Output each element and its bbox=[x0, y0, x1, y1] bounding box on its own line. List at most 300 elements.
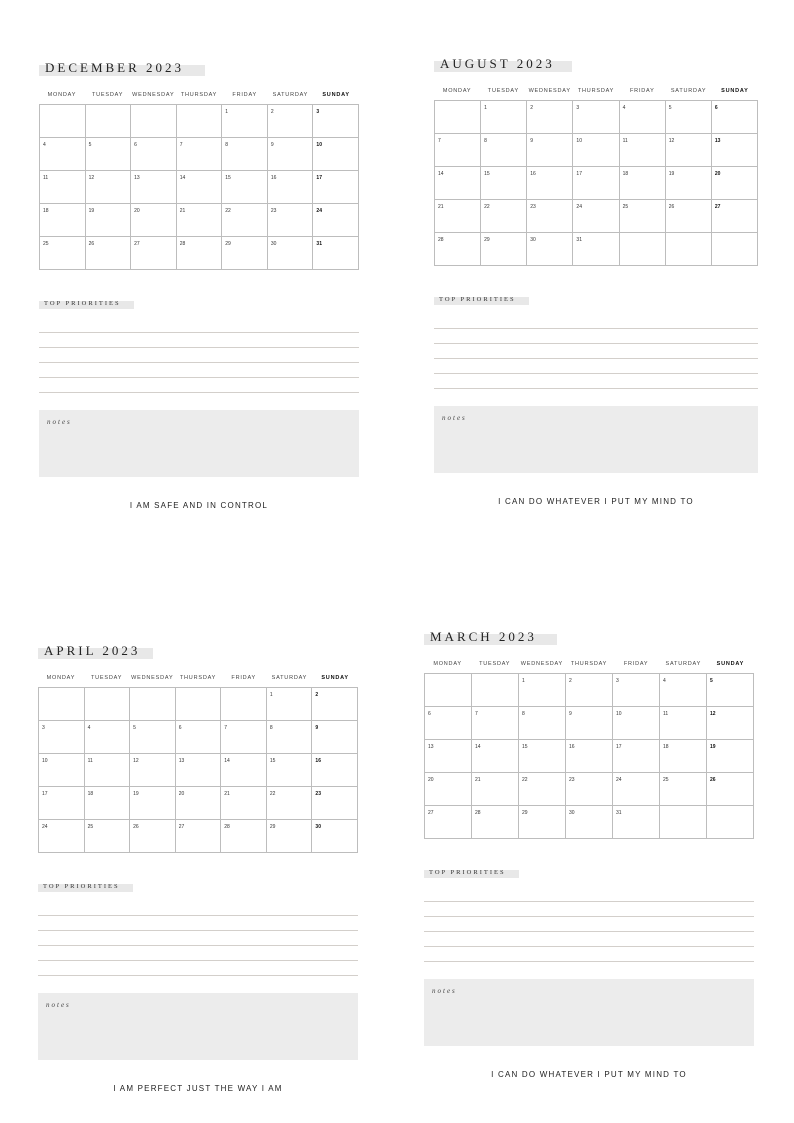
calendar-day-cell[interactable] bbox=[85, 688, 131, 721]
calendar-day-cell[interactable] bbox=[425, 806, 472, 839]
calendar-day-cell[interactable] bbox=[472, 740, 519, 773]
calendar-day-cell[interactable] bbox=[86, 171, 132, 204]
calendar-day-cell[interactable] bbox=[712, 233, 758, 266]
priorities-label: TOP PRIORITIES bbox=[439, 296, 516, 303]
month-panel bbox=[424, 629, 754, 1079]
priority-line[interactable] bbox=[424, 902, 754, 917]
affirmation-text: I CAN DO WHATEVER I PUT MY MIND TO bbox=[491, 1070, 687, 1079]
day-number: 8 bbox=[522, 711, 525, 717]
calendar-day-cell[interactable] bbox=[40, 204, 86, 237]
day-number: 14 bbox=[475, 744, 481, 750]
calendar-day-cell[interactable] bbox=[660, 740, 707, 773]
calendar-day-cell[interactable] bbox=[472, 707, 519, 740]
calendar-day-cell[interactable] bbox=[519, 773, 566, 806]
calendar-day-cell[interactable] bbox=[707, 707, 754, 740]
day-number: 5 bbox=[133, 725, 136, 731]
day-number: 4 bbox=[43, 142, 46, 148]
calendar-day-cell[interactable] bbox=[221, 754, 267, 787]
calendar-day-cell[interactable] bbox=[660, 707, 707, 740]
calendar-day-cell[interactable] bbox=[312, 787, 358, 820]
priority-line[interactable] bbox=[434, 344, 758, 359]
calendar-day-cell[interactable] bbox=[527, 233, 573, 266]
calendar-day-cell[interactable] bbox=[573, 101, 619, 134]
month-title: MARCH 2023 bbox=[430, 629, 537, 644]
notes-label: notes bbox=[432, 987, 457, 995]
calendar-day-cell[interactable] bbox=[40, 138, 86, 171]
day-number: 17 bbox=[576, 171, 582, 177]
day-number: 25 bbox=[43, 241, 49, 247]
day-number: 9 bbox=[569, 711, 572, 717]
weekday-label: FRIDAY bbox=[623, 661, 649, 667]
day-number: 3 bbox=[316, 109, 320, 115]
day-number: 25 bbox=[663, 777, 669, 783]
calendar-day-cell[interactable] bbox=[573, 134, 619, 167]
notes-box[interactable] bbox=[39, 410, 359, 477]
calendar-day-cell[interactable] bbox=[176, 787, 222, 820]
weekday-label: WEDNESDAY bbox=[132, 92, 175, 98]
weekday-label: SATURDAY bbox=[665, 661, 702, 667]
priority-line[interactable] bbox=[38, 931, 358, 946]
calendar-day-cell[interactable] bbox=[268, 138, 314, 171]
priority-line[interactable] bbox=[39, 378, 359, 393]
calendar-day-cell[interactable] bbox=[666, 167, 712, 200]
month-title-wrap bbox=[38, 643, 358, 659]
weekday-label: SATURDAY bbox=[272, 92, 309, 98]
calendar-day-cell[interactable] bbox=[566, 806, 613, 839]
calendar-day-cell[interactable] bbox=[267, 754, 313, 787]
calendar-day-cell[interactable] bbox=[86, 204, 132, 237]
day-number: 28 bbox=[438, 237, 444, 243]
priority-line[interactable] bbox=[424, 932, 754, 947]
day-number: 2 bbox=[315, 692, 319, 698]
calendar-day-cell[interactable] bbox=[707, 806, 754, 839]
calendar-day-cell[interactable] bbox=[268, 105, 314, 138]
month-title-wrap bbox=[424, 629, 754, 645]
day-number: 26 bbox=[710, 777, 716, 783]
month-panel bbox=[39, 60, 359, 510]
priority-lines bbox=[39, 318, 359, 393]
day-number: 10 bbox=[576, 138, 582, 144]
day-number: 27 bbox=[134, 241, 140, 247]
day-number: 12 bbox=[133, 758, 139, 764]
calendar-day-cell[interactable] bbox=[620, 134, 666, 167]
day-number: 25 bbox=[622, 204, 629, 210]
calendar-day-cell[interactable] bbox=[39, 820, 85, 853]
calendar-day-cell[interactable] bbox=[666, 233, 712, 266]
calendar-day-cell[interactable] bbox=[312, 688, 358, 721]
notes-box[interactable] bbox=[424, 979, 754, 1046]
calendar-day-cell[interactable] bbox=[39, 787, 85, 820]
calendar-day-cell[interactable] bbox=[707, 740, 754, 773]
priorities-header bbox=[424, 867, 754, 879]
day-number: 28 bbox=[179, 241, 186, 247]
day-number: 16 bbox=[569, 744, 575, 750]
day-number: 9 bbox=[270, 142, 274, 148]
day-number: 22 bbox=[522, 777, 528, 783]
calendar-day-cell[interactable] bbox=[527, 101, 573, 134]
calendar-day-cell[interactable] bbox=[85, 787, 131, 820]
day-number: 8 bbox=[225, 142, 229, 148]
day-number: 2 bbox=[270, 109, 274, 115]
day-number: 14 bbox=[179, 175, 186, 181]
day-number: 20 bbox=[714, 171, 721, 177]
priority-line[interactable] bbox=[38, 916, 358, 931]
calendar-day-cell[interactable] bbox=[435, 200, 481, 233]
calendar-day-cell[interactable] bbox=[527, 200, 573, 233]
calendar-day-cell[interactable] bbox=[221, 787, 267, 820]
calendar-day-cell[interactable] bbox=[222, 204, 268, 237]
weekday-label: WEDNESDAY bbox=[528, 88, 571, 94]
day-number: 13 bbox=[134, 175, 140, 181]
priority-line[interactable] bbox=[38, 961, 358, 976]
calendar-grid bbox=[39, 104, 359, 270]
calendar-day-cell[interactable] bbox=[613, 707, 660, 740]
weekday-label: TUESDAY bbox=[92, 92, 124, 98]
priority-line[interactable] bbox=[424, 947, 754, 962]
day-number: 18 bbox=[622, 171, 629, 177]
day-number: 23 bbox=[569, 777, 575, 783]
calendar-day-cell[interactable] bbox=[130, 820, 176, 853]
calendar-day-cell[interactable] bbox=[527, 167, 573, 200]
calendar-day-cell[interactable] bbox=[566, 773, 613, 806]
day-number: 6 bbox=[714, 105, 718, 111]
calendar-day-cell[interactable] bbox=[176, 721, 222, 754]
calendar-day-cell[interactable] bbox=[435, 134, 481, 167]
calendar-day-cell[interactable] bbox=[267, 688, 313, 721]
calendar-day-cell[interactable] bbox=[176, 754, 222, 787]
calendar-day-cell[interactable] bbox=[85, 820, 131, 853]
day-number: 30 bbox=[270, 241, 277, 247]
day-number: 30 bbox=[569, 810, 575, 816]
day-number: 20 bbox=[178, 791, 185, 797]
calendar-day-cell[interactable] bbox=[613, 674, 660, 707]
day-number: 22 bbox=[225, 208, 231, 214]
day-number: 20 bbox=[428, 777, 434, 783]
priority-line[interactable] bbox=[434, 374, 758, 389]
weekday-label: TUESDAY bbox=[487, 88, 519, 94]
weekday-header-row bbox=[434, 88, 758, 100]
day-number: 11 bbox=[87, 758, 93, 764]
calendar-day-cell[interactable] bbox=[312, 820, 358, 853]
calendar-day-cell[interactable] bbox=[613, 806, 660, 839]
calendar-day-cell[interactable] bbox=[712, 134, 758, 167]
day-number: 24 bbox=[316, 208, 322, 214]
day-number: 14 bbox=[438, 171, 444, 177]
calendar-day-cell[interactable] bbox=[472, 806, 519, 839]
priority-line[interactable] bbox=[434, 314, 758, 329]
calendar-day-cell[interactable] bbox=[86, 138, 132, 171]
day-number: 29 bbox=[269, 824, 276, 830]
priorities-header bbox=[39, 298, 359, 310]
calendar-day-cell[interactable] bbox=[620, 233, 666, 266]
priority-line[interactable] bbox=[434, 329, 758, 344]
weekday-header-row bbox=[39, 92, 359, 104]
calendar-day-cell[interactable] bbox=[177, 204, 223, 237]
calendar-day-cell[interactable] bbox=[519, 740, 566, 773]
weekday-label: MONDAY bbox=[433, 661, 462, 667]
day-number: 23 bbox=[315, 791, 321, 797]
day-number: 7 bbox=[438, 138, 441, 144]
calendar-day-cell[interactable] bbox=[313, 237, 359, 270]
calendar-day-cell[interactable] bbox=[130, 688, 176, 721]
day-number: 15 bbox=[484, 171, 490, 177]
priorities-header bbox=[434, 294, 758, 306]
calendar-day-cell[interactable] bbox=[425, 674, 472, 707]
priority-line[interactable] bbox=[424, 887, 754, 902]
day-number: 5 bbox=[710, 678, 713, 684]
calendar-day-cell[interactable] bbox=[425, 740, 472, 773]
weekday-label: TUESDAY bbox=[479, 661, 511, 667]
day-number: 31 bbox=[576, 237, 582, 243]
calendar-day-cell[interactable] bbox=[222, 237, 268, 270]
calendar-day-cell[interactable] bbox=[573, 233, 619, 266]
day-number: 2 bbox=[569, 678, 572, 684]
priorities-label: TOP PRIORITIES bbox=[44, 300, 121, 307]
priority-line[interactable] bbox=[39, 348, 359, 363]
day-number: 30 bbox=[315, 824, 321, 830]
calendar-day-cell[interactable] bbox=[620, 167, 666, 200]
calendar-day-cell[interactable] bbox=[666, 200, 712, 233]
month-title: APRIL 2023 bbox=[44, 643, 141, 658]
calendar-day-cell[interactable] bbox=[519, 674, 566, 707]
calendar-day-cell[interactable] bbox=[40, 237, 86, 270]
day-number: 23 bbox=[530, 204, 536, 210]
day-number: 11 bbox=[43, 175, 49, 181]
notes-box[interactable] bbox=[38, 993, 358, 1060]
calendar-day-cell[interactable] bbox=[131, 237, 177, 270]
calendar-day-cell[interactable] bbox=[425, 773, 472, 806]
calendar-day-cell[interactable] bbox=[267, 787, 313, 820]
day-number: 29 bbox=[484, 237, 490, 243]
day-number: 24 bbox=[42, 824, 48, 830]
calendar-day-cell[interactable] bbox=[221, 820, 267, 853]
calendar-day-cell[interactable] bbox=[707, 773, 754, 806]
day-number: 1 bbox=[522, 678, 525, 684]
calendar-day-cell[interactable] bbox=[130, 754, 176, 787]
day-number: 8 bbox=[269, 725, 273, 731]
day-number: 18 bbox=[87, 791, 94, 797]
day-number: 19 bbox=[88, 208, 95, 214]
calendar-day-cell[interactable] bbox=[313, 171, 359, 204]
weekday-label: THURSDAY bbox=[577, 88, 615, 94]
calendar-day-cell[interactable] bbox=[613, 740, 660, 773]
notes-label: notes bbox=[46, 1001, 71, 1009]
calendar-day-cell[interactable] bbox=[176, 820, 222, 853]
day-number: 28 bbox=[224, 824, 230, 830]
day-number: 24 bbox=[616, 777, 622, 783]
calendar-day-cell[interactable] bbox=[39, 688, 85, 721]
calendar-day-cell[interactable] bbox=[313, 204, 359, 237]
calendar-day-cell[interactable] bbox=[312, 754, 358, 787]
day-number: 8 bbox=[484, 138, 487, 144]
calendar-day-cell[interactable] bbox=[666, 101, 712, 134]
calendar-day-cell[interactable] bbox=[425, 707, 472, 740]
weekday-label: FRIDAY bbox=[232, 92, 257, 98]
calendar-grid bbox=[424, 673, 754, 839]
weekday-label: SUNDAY bbox=[716, 661, 745, 667]
calendar-day-cell[interactable] bbox=[222, 171, 268, 204]
calendar-day-cell[interactable] bbox=[85, 721, 131, 754]
calendar-day-cell[interactable] bbox=[131, 204, 177, 237]
calendar-day-cell[interactable] bbox=[313, 105, 359, 138]
calendar-day-cell[interactable] bbox=[481, 167, 527, 200]
calendar-day-cell[interactable] bbox=[176, 688, 222, 721]
notes-label: notes bbox=[47, 418, 72, 426]
priorities-label: TOP PRIORITIES bbox=[429, 869, 506, 876]
calendar-day-cell[interactable] bbox=[130, 787, 176, 820]
day-number: 9 bbox=[315, 725, 319, 731]
calendar-day-cell[interactable] bbox=[620, 200, 666, 233]
day-number: 27 bbox=[178, 824, 185, 830]
day-number: 17 bbox=[42, 791, 48, 797]
day-number: 14 bbox=[224, 758, 230, 764]
calendar-day-cell[interactable] bbox=[481, 101, 527, 134]
day-number: 27 bbox=[428, 810, 434, 816]
priority-lines bbox=[424, 887, 754, 962]
day-number: 26 bbox=[668, 204, 675, 210]
calendar-day-cell[interactable] bbox=[481, 134, 527, 167]
calendar-day-cell[interactable] bbox=[660, 773, 707, 806]
calendar-day-cell[interactable] bbox=[435, 101, 481, 134]
day-number: 4 bbox=[622, 105, 626, 111]
calendar-day-cell[interactable] bbox=[131, 105, 177, 138]
calendar-day-cell[interactable] bbox=[313, 138, 359, 171]
priority-line[interactable] bbox=[38, 946, 358, 961]
day-number: 31 bbox=[616, 810, 622, 816]
calendar-day-cell[interactable] bbox=[660, 806, 707, 839]
weekday-label: SATURDAY bbox=[670, 88, 707, 94]
priority-line[interactable] bbox=[39, 363, 359, 378]
day-number: 4 bbox=[87, 725, 91, 731]
calendar-day-cell[interactable] bbox=[268, 171, 314, 204]
day-number: 22 bbox=[269, 791, 276, 797]
day-number: 16 bbox=[530, 171, 536, 177]
day-number: 24 bbox=[576, 204, 582, 210]
calendar-day-cell[interactable] bbox=[519, 806, 566, 839]
day-number: 23 bbox=[270, 208, 277, 214]
calendar-day-cell[interactable] bbox=[712, 200, 758, 233]
weekday-label: THURSDAY bbox=[570, 661, 608, 667]
calendar-day-cell[interactable] bbox=[222, 138, 268, 171]
weekday-label: SATURDAY bbox=[271, 675, 308, 681]
day-number: 26 bbox=[88, 241, 95, 247]
priority-line[interactable] bbox=[38, 901, 358, 916]
calendar-day-cell[interactable] bbox=[527, 134, 573, 167]
calendar-day-cell[interactable] bbox=[519, 707, 566, 740]
calendar-day-cell[interactable] bbox=[86, 237, 132, 270]
priorities-label: TOP PRIORITIES bbox=[43, 883, 120, 890]
day-number: 19 bbox=[710, 744, 716, 750]
day-number: 12 bbox=[710, 711, 716, 717]
day-number: 10 bbox=[316, 142, 322, 148]
calendar-day-cell[interactable] bbox=[660, 674, 707, 707]
calendar-day-cell[interactable] bbox=[573, 167, 619, 200]
weekday-label: SUNDAY bbox=[321, 675, 349, 681]
weekday-label: FRIDAY bbox=[231, 675, 256, 681]
day-number: 18 bbox=[43, 208, 49, 214]
calendar-day-cell[interactable] bbox=[267, 820, 313, 853]
calendar-day-cell[interactable] bbox=[177, 105, 223, 138]
calendar-day-cell[interactable] bbox=[566, 740, 613, 773]
calendar-day-cell[interactable] bbox=[268, 204, 314, 237]
priority-line[interactable] bbox=[434, 359, 758, 374]
calendar-day-cell[interactable] bbox=[435, 167, 481, 200]
calendar-day-cell[interactable] bbox=[707, 674, 754, 707]
day-number: 15 bbox=[269, 758, 276, 764]
calendar-day-cell[interactable] bbox=[573, 200, 619, 233]
calendar-day-cell[interactable] bbox=[712, 101, 758, 134]
calendar-day-cell[interactable] bbox=[40, 171, 86, 204]
calendar-day-cell[interactable] bbox=[222, 105, 268, 138]
calendar-day-cell[interactable] bbox=[472, 773, 519, 806]
month-panel bbox=[38, 643, 358, 1093]
day-number: 5 bbox=[668, 105, 672, 111]
calendar-day-cell[interactable] bbox=[312, 721, 358, 754]
calendar-day-cell[interactable] bbox=[566, 707, 613, 740]
calendar-day-cell[interactable] bbox=[620, 101, 666, 134]
calendar-day-cell[interactable] bbox=[39, 721, 85, 754]
calendar-day-cell[interactable] bbox=[435, 233, 481, 266]
weekday-label: THURSDAY bbox=[179, 675, 217, 681]
day-number: 21 bbox=[179, 208, 186, 214]
day-number: 6 bbox=[134, 142, 137, 148]
day-number: 16 bbox=[270, 175, 277, 181]
calendar-day-cell[interactable] bbox=[130, 721, 176, 754]
day-number: 7 bbox=[475, 711, 478, 717]
calendar-day-cell[interactable] bbox=[131, 171, 177, 204]
calendar-day-cell[interactable] bbox=[712, 167, 758, 200]
calendar-day-cell[interactable] bbox=[221, 721, 267, 754]
calendar-day-cell[interactable] bbox=[86, 105, 132, 138]
calendar-day-cell[interactable] bbox=[177, 171, 223, 204]
day-number: 1 bbox=[484, 105, 487, 111]
calendar-day-cell[interactable] bbox=[481, 233, 527, 266]
day-number: 18 bbox=[663, 744, 669, 750]
day-number: 3 bbox=[42, 725, 45, 731]
calendar-day-cell[interactable] bbox=[666, 134, 712, 167]
day-number: 22 bbox=[484, 204, 490, 210]
day-number: 31 bbox=[316, 241, 322, 247]
day-number: 7 bbox=[179, 142, 183, 148]
notes-box[interactable] bbox=[434, 406, 758, 473]
day-number: 15 bbox=[522, 744, 528, 750]
day-number: 20 bbox=[134, 208, 140, 214]
weekday-label: TUESDAY bbox=[91, 675, 123, 681]
day-number: 26 bbox=[133, 824, 139, 830]
calendar-day-cell[interactable] bbox=[40, 105, 86, 138]
calendar-day-cell[interactable] bbox=[566, 674, 613, 707]
calendar-day-cell[interactable] bbox=[481, 200, 527, 233]
calendar-day-cell[interactable] bbox=[221, 688, 267, 721]
priorities-header bbox=[38, 881, 358, 893]
day-number: 13 bbox=[178, 758, 185, 764]
notes-label: notes bbox=[442, 414, 467, 422]
calendar-day-cell[interactable] bbox=[39, 754, 85, 787]
calendar-day-cell[interactable] bbox=[472, 674, 519, 707]
calendar-day-cell[interactable] bbox=[131, 138, 177, 171]
calendar-day-cell[interactable] bbox=[177, 138, 223, 171]
calendar-day-cell[interactable] bbox=[268, 237, 314, 270]
weekday-label: FRIDAY bbox=[630, 88, 655, 94]
calendar-day-cell[interactable] bbox=[177, 237, 223, 270]
calendar-day-cell[interactable] bbox=[85, 754, 131, 787]
priority-line[interactable] bbox=[39, 318, 359, 333]
calendar-day-cell[interactable] bbox=[267, 721, 313, 754]
calendar-day-cell[interactable] bbox=[613, 773, 660, 806]
priority-line[interactable] bbox=[39, 333, 359, 348]
priority-line[interactable] bbox=[424, 917, 754, 932]
calendar-grid bbox=[38, 687, 358, 853]
